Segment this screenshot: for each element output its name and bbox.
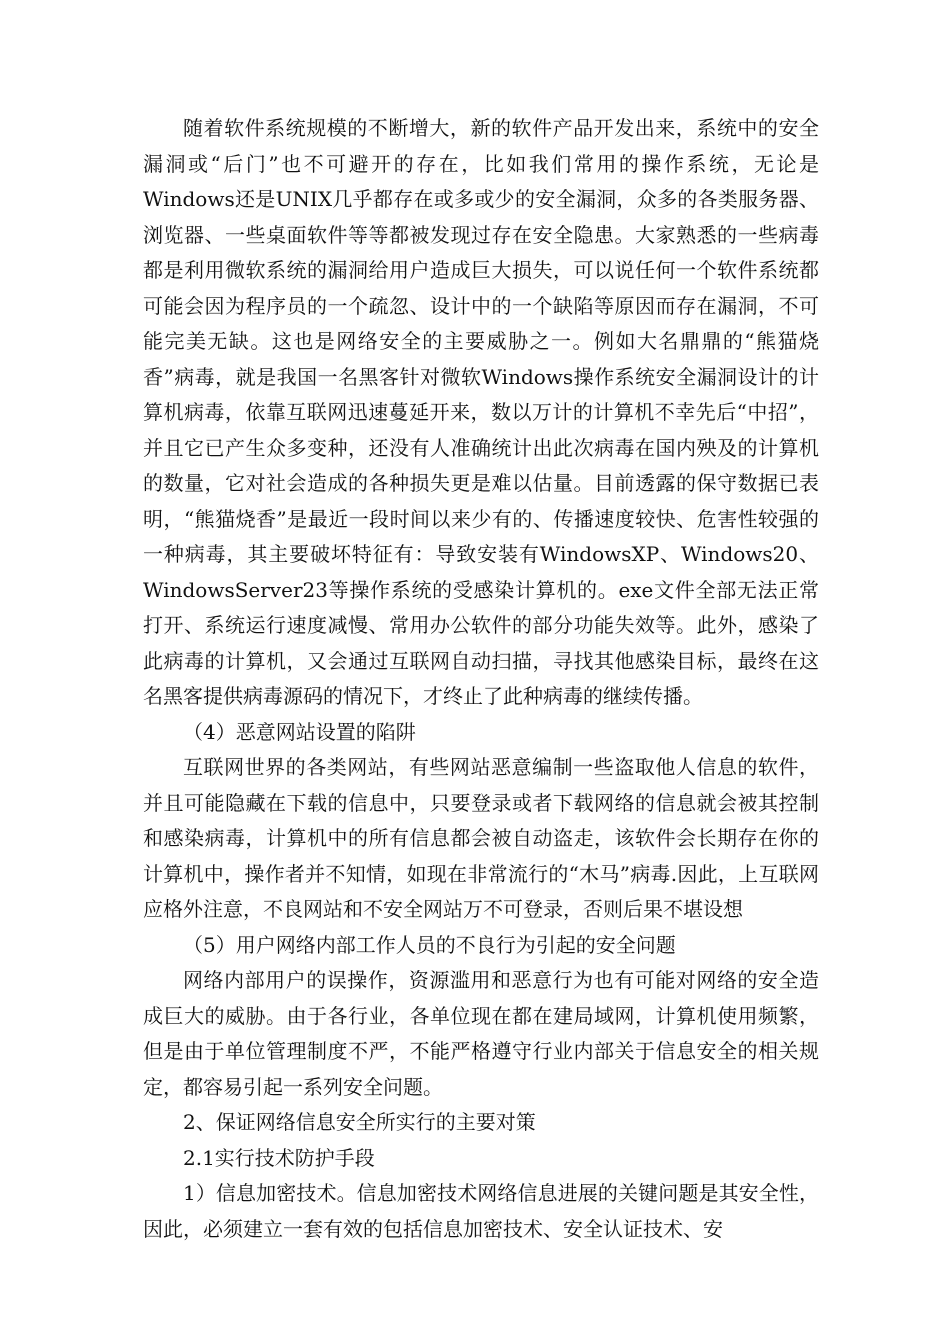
paragraph-encryption: 1）信息加密技术。信息加密技术网络信息进展的关键问题是其安全性，因此，必须建立一套有效的包括信息加密技术、安全认证技术、安 [143, 1181, 819, 1241]
paragraph-malicious-websites: 互联网世界的各类网站，有些网站恶意编制一些盗取他人信息的软件，并且可能隐藏在下载的信息中，只要登录或者下载网络的信息就会被其控制和感染病毒，计算机中的所有信息都会被自动盗走，该软件会长期存在你的计算机中，操作者并不知情，如现在非常流行的“木马”病毒.因此，上互联网应格外注意，不良网站和不安全网站万不可登录，否则后果不堪设想 [143, 755, 819, 921]
document-page [143, 111, 819, 1247]
heading-malicious-websites: （4）恶意网站设置的陷阱 [183, 719, 416, 744]
heading-countermeasures: 2、保证网络信息安全所实行的主要对策 [183, 1110, 536, 1134]
paragraph-internal-staff: 网络内部用户的误操作，资源滥用和恶意行为也有可能对网络的安全造成巨大的威胁。由于各行业，各单位现在都在建局域网，计算机使用频繁，但是由于单位管理制度不严，不能严格遵守行业内部关于信息安全的相关规定，都容易引起一系列安全问题。 [143, 968, 819, 1099]
heading-technical-protection: 2.1实行技术防护手段 [183, 1145, 375, 1170]
paragraph-software-vulnerabilities: 随着软件系统规模的不断增大，新的软件产品开发出来，系统中的安全漏洞或“后门”也不可避开的存在，比如我们常用的操作系统，无论是Windows还是UNIX几乎都存在或多或少的安全漏洞，众多的各类服务器、浏览器、一些桌面软件等等都被发现过存在安全隐患。大家熟悉的一些病毒都是利用微软系统的漏洞给用户造成巨大损失，可以说任何一个软件系统都可能会因为程序员的一个疏忽、设计中的一个缺陷等原因而存在漏洞，不可能完美无缺。这也是网络安全的主要威胁之一。例如大名鼎鼎的“熊猫烧香”病毒，就是我国一名黑客针对微软Windows操作系统安全漏洞设计的计算机病毒，依靠互联网迅速蔓延开来，数以万计的计算机不幸先后“中招”，并且它已产生众多变种，还没有人准确统计出此次病毒在国内殃及的计算机的数量，它对社会造成的各种损失更是难以估量。目前透露的保守数据已表明，“熊猫烧香”是最近一段时间以来少有的、传播速度较快、危害性较强的一种病毒，其主要破坏特征有：导致安装有WindowsXP、Windows20、WindowsServer23等操作系统的受感染计算机的。exe文件全部无法正常打开、系统运行速度减慢、常用办公软件的部分功能失效等。此外，感染了此病毒的计算机，又会通过互联网自动扫描，寻找其他感染目标，最终在这名黑客提供病毒源码的情况下，才终止了此种病毒的继续传播。 [143, 116, 819, 708]
heading-internal-staff: （5）用户网络内部工作人员的不良行为引起的安全问题 [183, 932, 676, 957]
